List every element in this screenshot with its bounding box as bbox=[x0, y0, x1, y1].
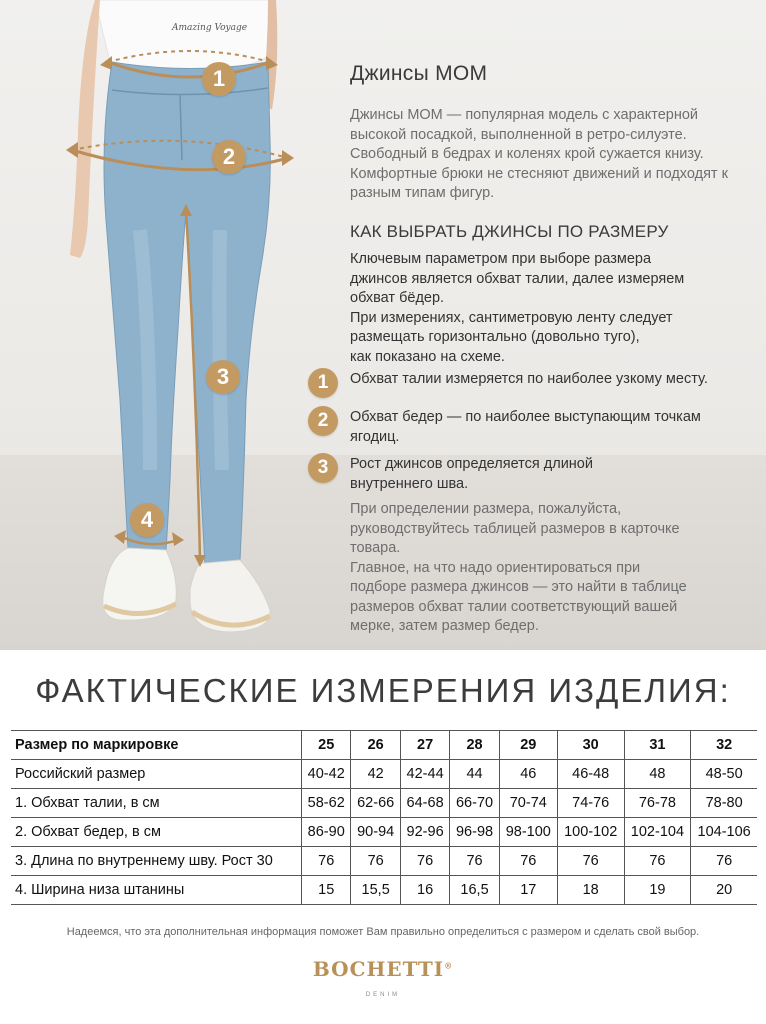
table-cell: 78-80 bbox=[691, 789, 757, 818]
table-cell: 19 bbox=[624, 876, 691, 905]
table-cell: 42 bbox=[351, 760, 400, 789]
table-header-cell: 30 bbox=[557, 731, 624, 760]
footnote: Надеемся, что эта дополнительная информация поможет Вам правильно определиться с размером и сделать свой выбор. bbox=[66, 926, 700, 938]
guide-step-2 bbox=[308, 406, 748, 447]
size-guide-title: КАК ВЫБРАТЬ ДЖИНСЫ ПО РАЗМЕРУ bbox=[350, 222, 669, 241]
brand-subtitle: DENIM bbox=[365, 992, 401, 998]
table-row bbox=[11, 760, 757, 789]
table-cell: 76 bbox=[302, 847, 351, 876]
table-cell: 46 bbox=[499, 760, 557, 789]
table-cell: 104-106 bbox=[691, 818, 757, 847]
product-description: Джинсы MOM — популярная модель с характерной высокой посадкой, выполненной в ретро-силуэте. Свободный в бедрах и коленях крой сужается книзу. Комфортные брюки не стесняют движений и подходят к разным типам фигур. bbox=[350, 107, 728, 201]
table-cell: 58-62 bbox=[302, 789, 351, 818]
table-header-cell: 31 bbox=[624, 731, 691, 760]
table-cell: 46-48 bbox=[557, 760, 624, 789]
row-label: 3. Длина по внутреннему шву. Рост 30 bbox=[11, 847, 302, 876]
table-cell: 16 bbox=[400, 876, 449, 905]
step-1-badge: 1 bbox=[308, 368, 338, 398]
table-cell: 90-94 bbox=[351, 818, 400, 847]
size-guide-text: Ключевым параметром при выборе размера джинсов является обхват талии, далее измеряем обхват бёдер. При измерениях, сантиметровую ленту следует размещать горизонтально (довольно туго), как показано на схеме. bbox=[350, 251, 685, 365]
row-label: 1. Обхват талии, в см bbox=[11, 789, 302, 818]
table-header-cell: 27 bbox=[400, 731, 449, 760]
table-cell: 64-68 bbox=[400, 789, 449, 818]
guide-step-3 bbox=[308, 453, 748, 494]
table-row bbox=[11, 789, 757, 818]
table-cell: 100-102 bbox=[557, 818, 624, 847]
size-advice: При определении размера, пожалуйста, руководствуйтесь таблицей размеров в карточке товара. Главное, на что надо ориентироваться при подборе размера джинсов — это найти в таблице размеров обхват талии соответствующий вашей мерке, затем размер бедер. bbox=[350, 501, 687, 634]
table-cell: 17 bbox=[499, 876, 557, 905]
table-header-cell: 25 bbox=[302, 731, 351, 760]
table-cell: 76-78 bbox=[624, 789, 691, 818]
table-header-cell: 29 bbox=[499, 731, 557, 760]
table-cell: 15,5 bbox=[351, 876, 400, 905]
table-cell: 76 bbox=[691, 847, 757, 876]
table-cell: 66-70 bbox=[450, 789, 499, 818]
table-cell: 76 bbox=[400, 847, 449, 876]
table-row bbox=[11, 818, 757, 847]
table-header-row bbox=[11, 731, 757, 760]
table-cell: 74-76 bbox=[557, 789, 624, 818]
table-cell: 62-66 bbox=[351, 789, 400, 818]
measurements-title: ФАКТИЧЕСКИЕ ИЗМЕРЕНИЯ ИЗДЕЛИЯ: bbox=[35, 672, 731, 709]
table-cell: 96-98 bbox=[450, 818, 499, 847]
left-arm bbox=[70, 0, 100, 258]
table-cell: 76 bbox=[499, 847, 557, 876]
table-cell: 76 bbox=[351, 847, 400, 876]
table-cell: 44 bbox=[450, 760, 499, 789]
table-cell: 76 bbox=[624, 847, 691, 876]
size-table bbox=[11, 730, 757, 905]
row-label: Российский размер bbox=[11, 760, 302, 789]
marker-2-hips: 2 bbox=[212, 140, 246, 174]
table-cell: 20 bbox=[691, 876, 757, 905]
jeans-figure-illustration bbox=[0, 0, 340, 650]
table-cell: 42-44 bbox=[400, 760, 449, 789]
jeans-shape bbox=[104, 62, 270, 565]
brand-logo bbox=[0, 957, 766, 981]
tshirt-print: Amazing Voyage bbox=[172, 23, 248, 33]
step-3-text: Рост джинсов определяется длиной внутреннего шва. bbox=[350, 456, 593, 492]
table-cell: 48 bbox=[624, 760, 691, 789]
step-3-badge: 3 bbox=[308, 453, 338, 483]
tshirt-shape bbox=[95, 0, 275, 71]
table-cell: 15 bbox=[302, 876, 351, 905]
table-header-cell: 26 bbox=[351, 731, 400, 760]
table-cell: 16,5 bbox=[450, 876, 499, 905]
registered-mark: ® bbox=[444, 960, 454, 971]
table-row bbox=[11, 847, 757, 876]
table-cell: 76 bbox=[450, 847, 499, 876]
table-cell: 76 bbox=[557, 847, 624, 876]
table-cell: 70-74 bbox=[499, 789, 557, 818]
table-cell: 40-42 bbox=[302, 760, 351, 789]
product-title: Джинсы MOM bbox=[350, 62, 488, 85]
marker-3-inseam: 3 bbox=[206, 360, 240, 394]
table-header-cell: 32 bbox=[691, 731, 757, 760]
guide-step-1 bbox=[308, 368, 748, 398]
table-cell: 48-50 bbox=[691, 760, 757, 789]
table-header-label: Размер по маркировке bbox=[11, 731, 302, 760]
table-cell: 86-90 bbox=[302, 818, 351, 847]
table-cell: 98-100 bbox=[499, 818, 557, 847]
row-label: 4. Ширина низа штанины bbox=[11, 876, 302, 905]
table-cell: 102-104 bbox=[624, 818, 691, 847]
table-header-cell: 28 bbox=[450, 731, 499, 760]
table-cell: 92-96 bbox=[400, 818, 449, 847]
marker-4-hem: 4 bbox=[130, 503, 164, 537]
table-row bbox=[11, 876, 757, 905]
brand-name: BOCHETTI bbox=[312, 957, 445, 981]
marker-1-waist: 1 bbox=[202, 62, 236, 96]
table-cell: 18 bbox=[557, 876, 624, 905]
step-1-text: Обхват талии измеряется по наиболее узкому месту. bbox=[350, 371, 708, 387]
row-label: 2. Обхват бедер, в см bbox=[11, 818, 302, 847]
step-2-badge: 2 bbox=[308, 406, 338, 436]
step-2-text: Обхват бедер — по наиболее выступающим точкам ягодиц. bbox=[350, 409, 701, 445]
